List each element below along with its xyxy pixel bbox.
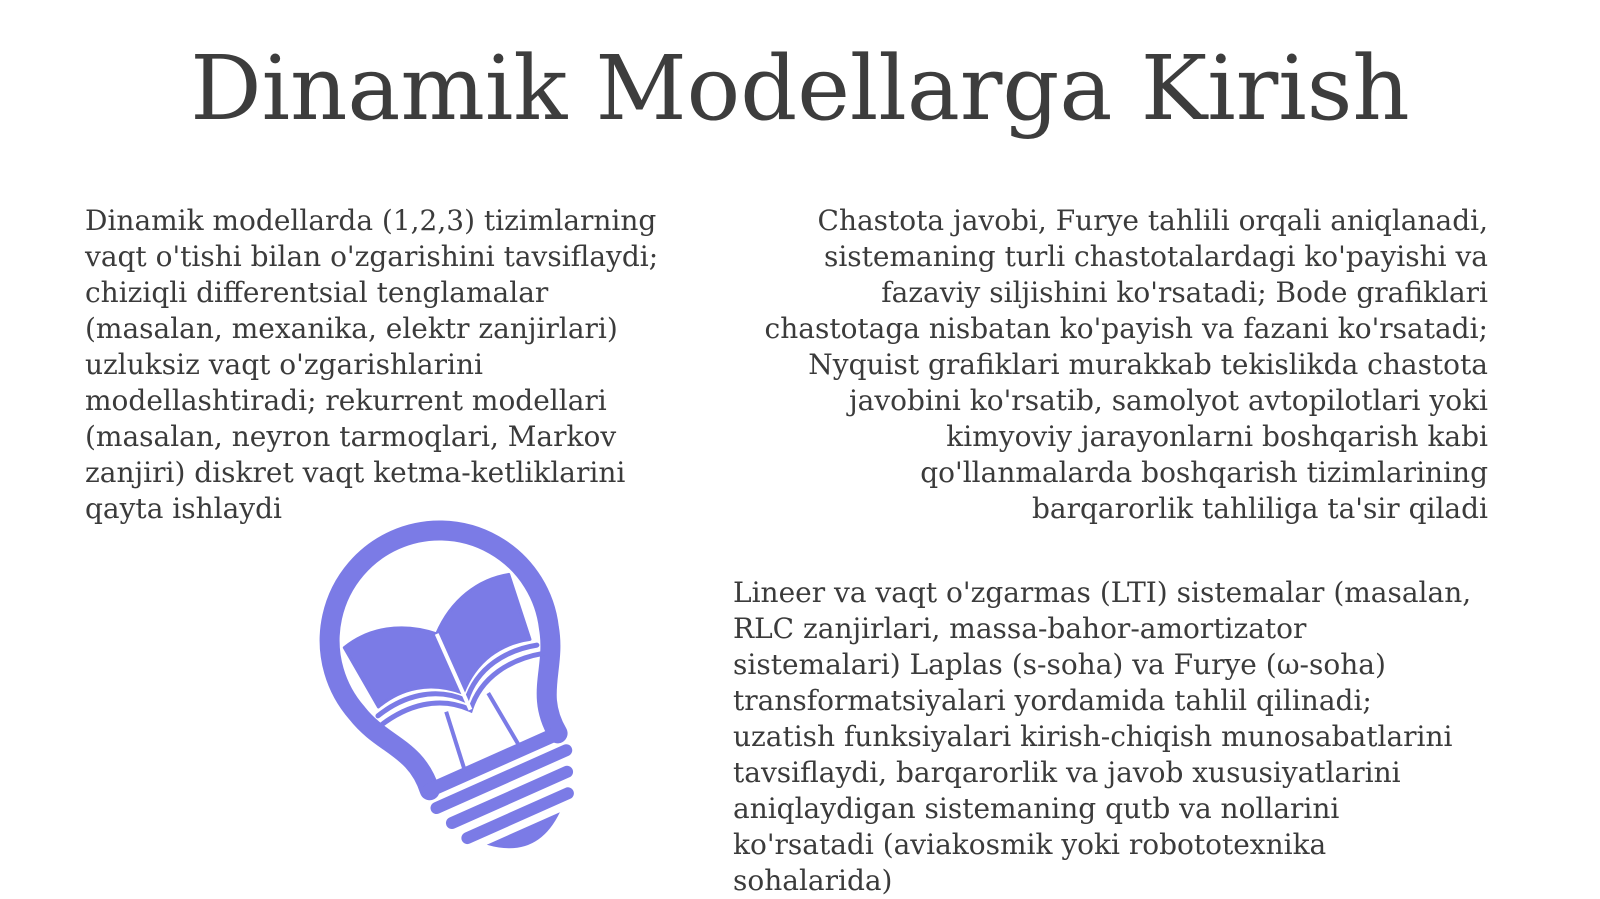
text-line: zanjiri) diskret vaqt ketma-ketliklarini xyxy=(85,456,626,489)
text-line: tavsiflaydi, barqarorlik va javob xususiyatlarini xyxy=(733,756,1401,789)
lightbulb-book-icon xyxy=(200,505,620,855)
text-line: chiziqli differentsial tenglamalar xyxy=(85,276,549,309)
text-line: qayta ishlaydi xyxy=(85,492,282,525)
text-line: sohalarida) xyxy=(733,864,893,897)
slide-title: Dinamik Modellarga Kirish xyxy=(190,36,1410,140)
text-line: (masalan, mexanika, elektr zanjirlari) xyxy=(85,312,618,345)
text-line: Chastota javobi, Furye tahlili orqali aniqlanadi, xyxy=(817,204,1488,237)
text-line: Nyquist grafiklari murakkab tekislikda chastota xyxy=(808,348,1488,381)
text-line: Lineer va vaqt o'zgarmas (LTI) sistemalar (masalan, xyxy=(733,576,1472,609)
text-line: sistemaning turli chastotalardagi ko'payishi va xyxy=(823,240,1488,273)
text-line: qo'llanmalarda boshqarish tizimlarining xyxy=(920,456,1488,489)
text-line: RLC zanjirlari, massa-bahor-amortizator xyxy=(733,612,1307,645)
left-paragraph xyxy=(85,203,658,527)
text-line: vaqt o'tishi bilan o'zgarishini tavsiflaydi; xyxy=(85,240,659,273)
text-line: (masalan, neyron tarmoqlari, Markov xyxy=(85,420,617,453)
text-line: Dinamik modellarda (1,2,3) tizimlarning xyxy=(85,204,657,237)
text-line: ko'rsatadi (aviakosmik yoki robototexnika xyxy=(733,828,1327,861)
text-line: javobini ko'rsatib, samolyot avtopilotlari yoki xyxy=(848,384,1488,417)
right-top-paragraph xyxy=(765,203,1488,527)
text-line: kimyoviy jarayonlarni boshqarish kabi xyxy=(946,420,1488,453)
text-line: transformatsiyalari yordamida tahlil qilinadi; xyxy=(733,684,1372,717)
text-line: fazaviy siljishini ko'rsatadi; Bode grafiklari xyxy=(881,276,1488,309)
right-bottom-paragraph xyxy=(733,575,1471,899)
text-line: chastotaga nisbatan ko'payish va fazani ko'rsatadi; xyxy=(764,312,1488,345)
text-line: sistemalari) Laplas (s-soha) va Furye (ω-soha) xyxy=(733,648,1386,681)
text-line: barqarorlik tahliliga ta'sir qiladi xyxy=(1032,492,1488,525)
text-line: uzatish funksiyalari kirish-chiqish munosabatlarini xyxy=(733,720,1453,753)
text-line: uzluksiz vaqt o'zgarishlarini xyxy=(85,348,483,381)
text-line: aniqlaydigan sistemaning qutb va nollarini xyxy=(733,792,1340,825)
text-line: modellashtiradi; rekurrent modellari xyxy=(85,384,607,417)
